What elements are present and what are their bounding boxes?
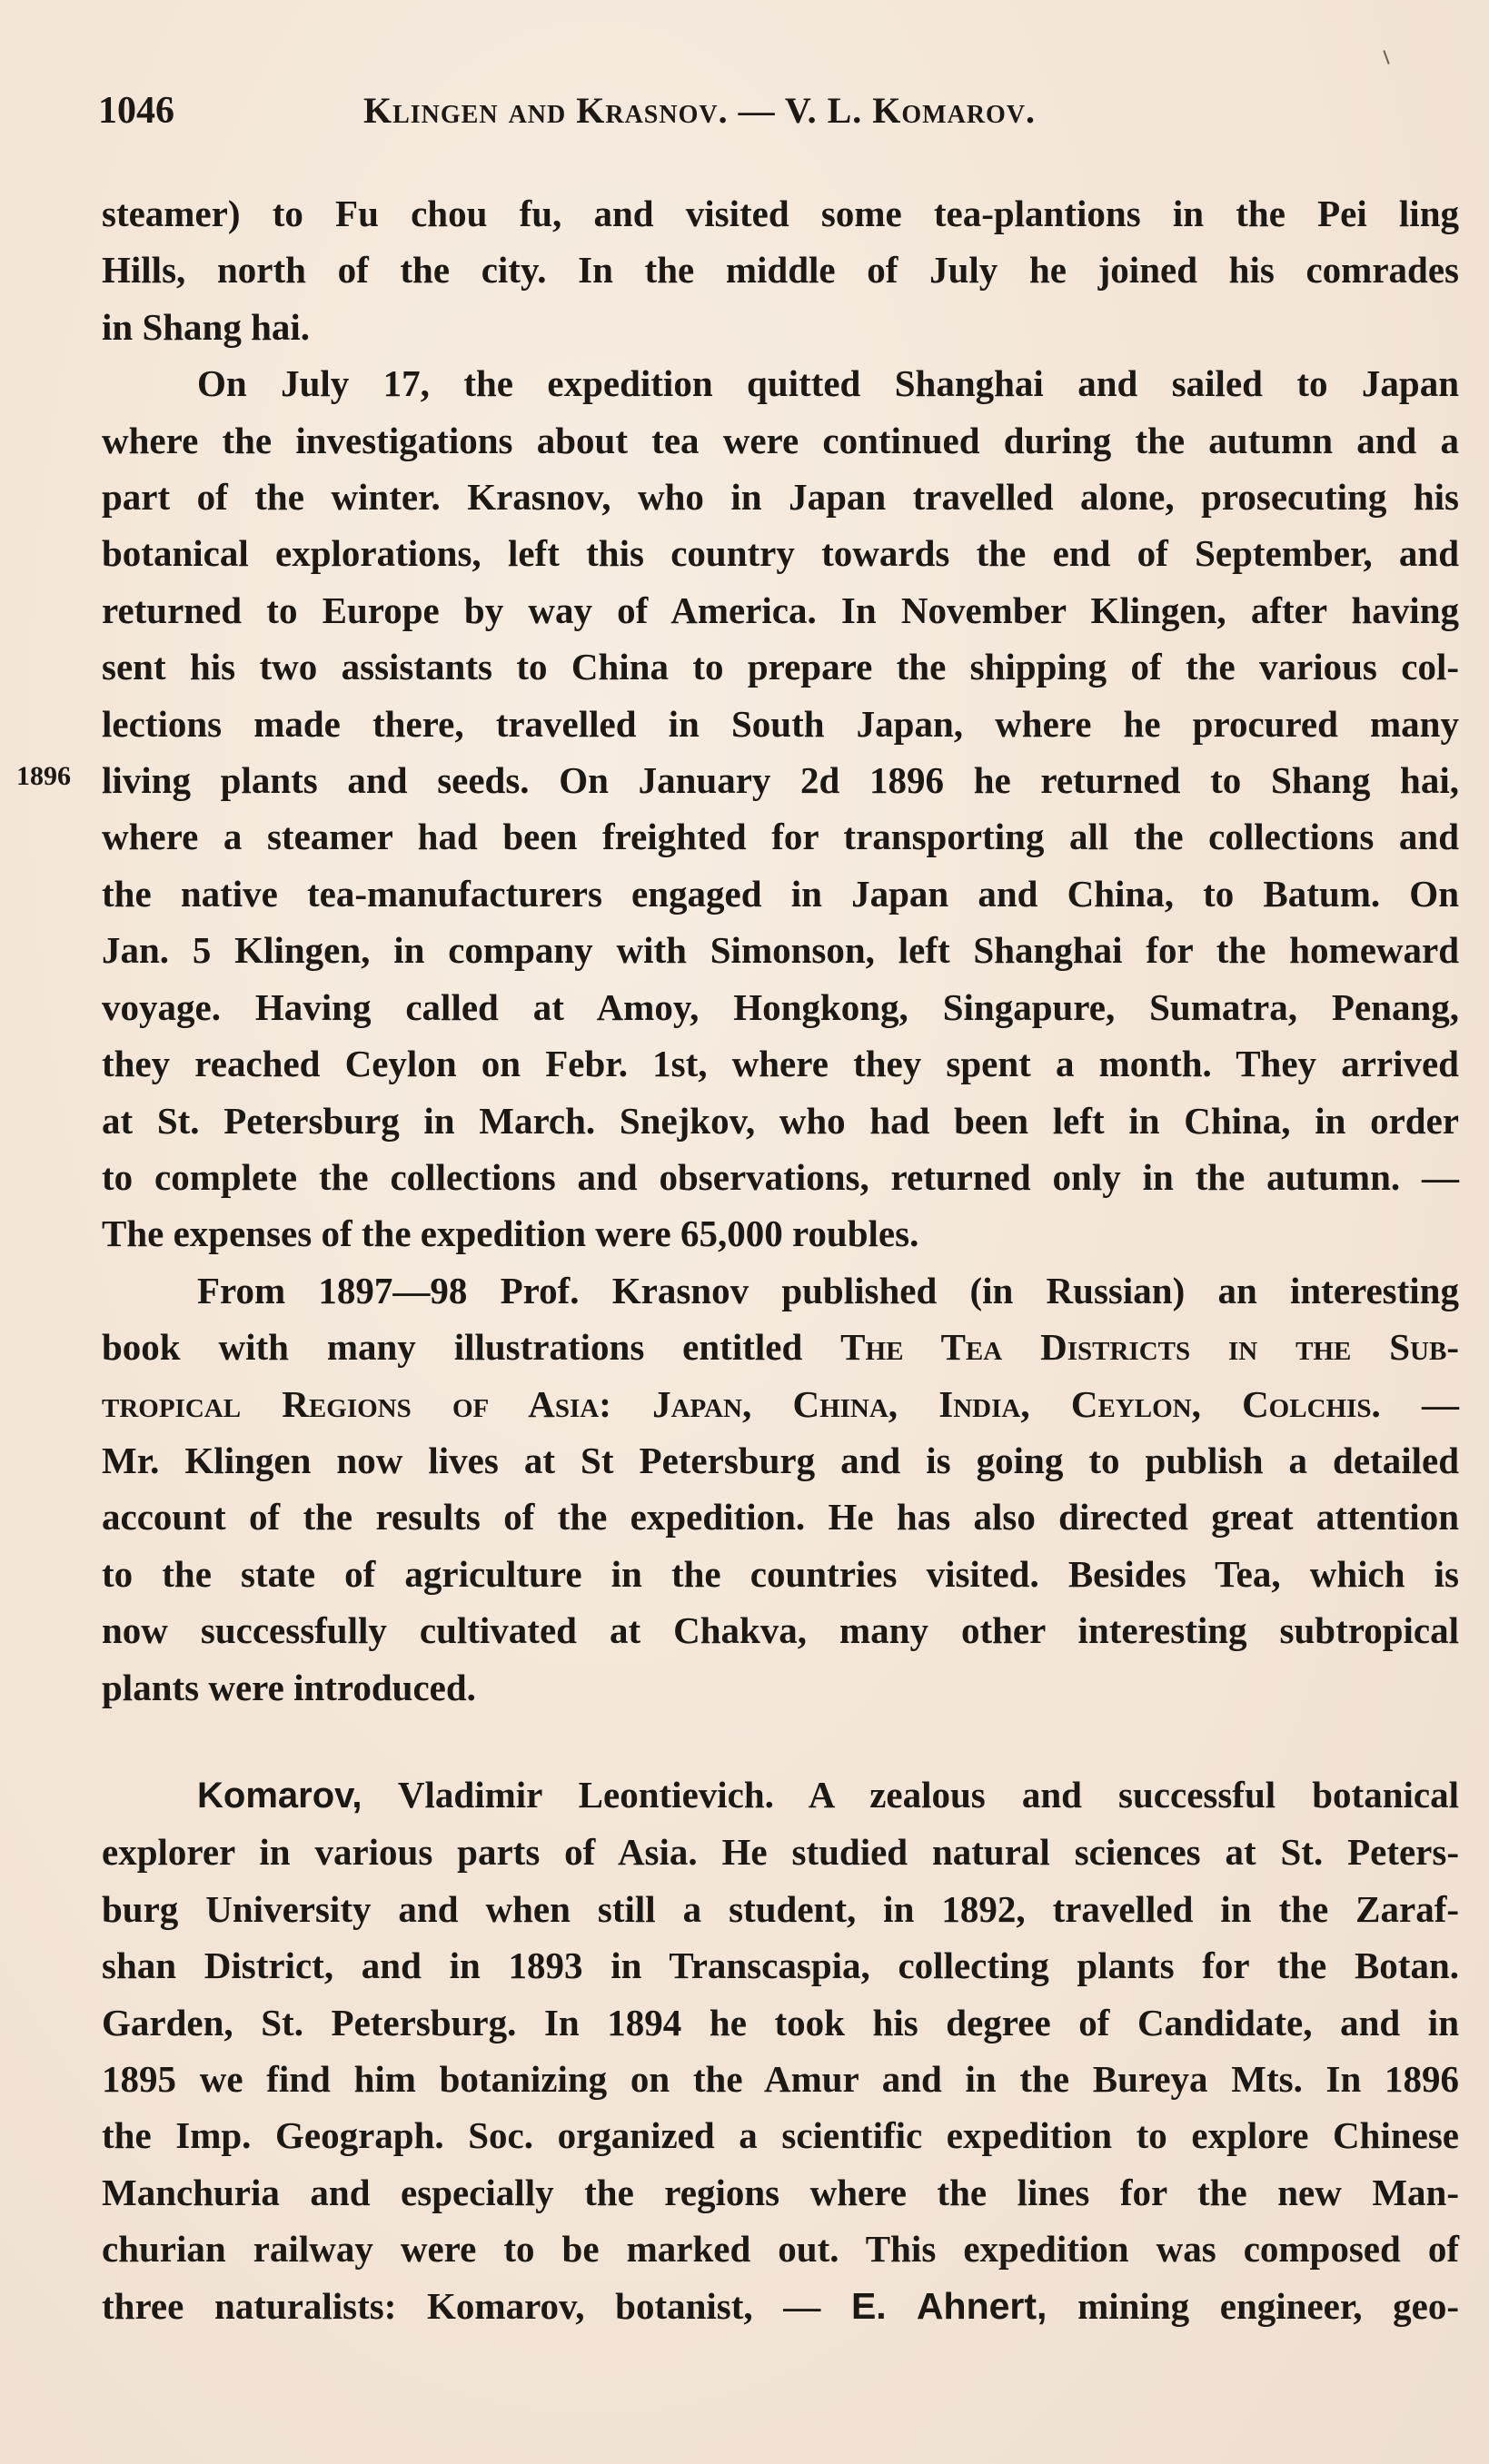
text-fragment: mining engineer, geo- [1077,2284,1460,2327]
text-fragment: three naturalists: Komarov, botanist, — [102,2284,821,2327]
text-line: where the investigations about tea were continued during the autumn and a [102,419,1459,461]
text-line: explorer in various parts of Asia. He studied natural sciences at St. Peters- [102,1831,1459,1874]
text-line: Garden, St. Petersburg. In 1894 he took his degree of Candidate, and in [102,2001,1459,2043]
stray-mark [1383,50,1389,64]
text-line: sent his two assistants to China to prepare the shipping of the various col- [102,646,1459,688]
text-line: Mr. Klingen now lives at St Petersburg and is going to publish a detailed [102,1439,1459,1481]
text-line: where a steamer had been freighted for transporting all the collections and [102,816,1459,858]
book-title-start: The Tea Districts in the Sub- [840,1326,1459,1369]
text-line: Manchuria and especially the regions where the lines for the new Man- [102,2171,1459,2213]
text-line: 1895 we find him botanizing on the Amur and in the Bureya Mts. In 1896 [102,2058,1459,2101]
text-line: shan District, and in 1893 in Transcaspia, collecting plants for the Botan. [102,1944,1459,1987]
person-name: E. Ahnert, [850,2284,1047,2327]
text-line: Jan. 5 Klingen, in company with Simonson, left Shanghai for the homeward [102,929,1459,972]
text-line: account of the results of the expedition. He has also directed great attention [102,1496,1459,1539]
text-line: voyage. Having called at Amoy, Hongkong, Singapure, Sumatra, Penang, [102,985,1459,1028]
text-fragment: Vladimir Leontievich. A zealous and successful botanical [397,1774,1459,1816]
text-line: returned to Europe by way of America. In November Klingen, after having [102,589,1459,631]
text-line [102,1319,1459,1375]
text-line: botanical explorations, left this country towards the end of September, and [102,532,1459,575]
text-line: part of the winter. Krasnov, who in Japan travelled alone, prosecuting his [102,476,1459,519]
running-head: Klingen and Krasnov. — V. L. Komarov. [363,90,1037,131]
text-line: the Imp. Geograph. Soc. organized a scientific expedition to explore Chinese [102,2114,1459,2157]
text-line: now successfully cultivated at Chakva, many other interesting subtropical [102,1609,1459,1652]
book-title-end: tropical Regions of Asia: Japan, China, India, Ceylon, Colchis. — [102,1382,1459,1425]
page-number: 1046 [98,90,174,132]
text-line: From 1897—98 Prof. Krasnov published (in Russian) an interesting [197,1269,1459,1311]
margin-year-note: 1896 [16,761,71,791]
text-line: the native tea-manufacturers engaged in Japan and China, to Batum. On [102,872,1459,915]
text-line: plants were introduced. [102,1666,476,1708]
text-line: in Shang hai. [102,305,311,348]
text-line: to the state of agriculture in the countries visited. Besides Tea, which is [102,1552,1459,1595]
text-line: to complete the collections and observations, returned only in the autumn. — [102,1155,1459,1198]
text-line: churian railway were to be marked out. This expedition was composed of [102,2228,1459,2271]
text-line: On July 17, the expedition quitted Shanghai and sailed to Japan [197,362,1459,405]
text-line [102,2278,1459,2334]
entry-heading: Komarov, [197,1776,362,1816]
text-line: lections made there, travelled in South Japan, where he procured many [102,702,1459,745]
text-block-komarov [102,1766,1459,2334]
text-line: they reached Ceylon on Febr. 1st, where they spent a month. They arrived [102,1043,1459,1085]
text-line: at St. Petersburg in March. Snejkov, who had been left in China, in order [102,1099,1459,1142]
text-block-klingen-krasnov [102,185,1459,1716]
text-line: Hills, north of the city. In the middle of July he joined his comrades [102,249,1459,292]
text-line: steamer) to Fu chou fu, and visited some tea-plantions in the Pei ling [102,193,1459,234]
text-line: The expenses of the expedition were 65,000 roubles. [102,1212,919,1255]
text-fragment: book with many illustrations entitled [102,1326,803,1369]
text-line: living plants and seeds. On January 2d 1896 he returned to Shang hai, [102,759,1459,802]
text-line: burg University and when still a student, in 1892, travelled in the Zaraf- [102,1887,1459,1930]
text-line [102,1766,1459,1824]
